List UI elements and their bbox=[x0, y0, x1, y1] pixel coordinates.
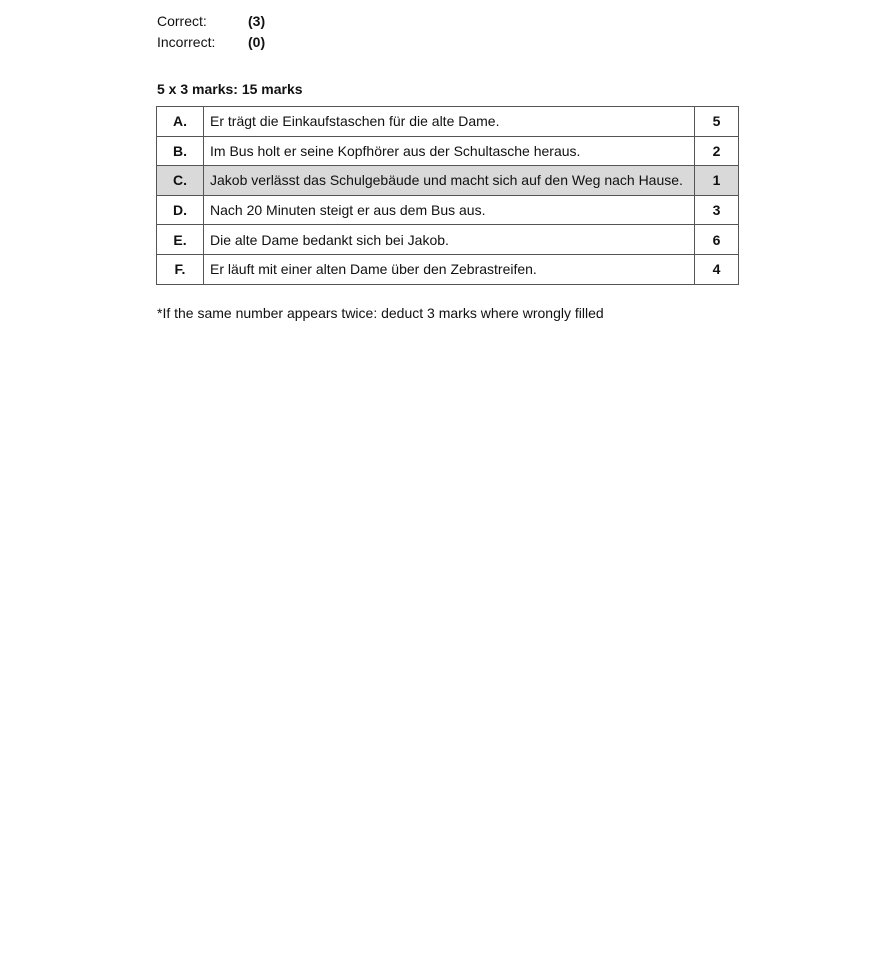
row-sentence: Im Bus holt er seine Kopfhörer aus der Schultasche heraus. bbox=[204, 136, 695, 166]
marks-heading: 5 x 3 marks: 15 marks bbox=[157, 81, 303, 97]
table-row bbox=[157, 166, 739, 196]
footnote: *If the same number appears twice: deduct 3 marks where wrongly filled bbox=[157, 305, 604, 321]
table-row bbox=[157, 225, 739, 255]
row-letter: D. bbox=[157, 195, 204, 225]
row-letter: F. bbox=[157, 254, 204, 284]
correct-row bbox=[157, 10, 265, 31]
row-sentence: Nach 20 Minuten steigt er aus dem Bus aus. bbox=[204, 195, 695, 225]
row-number: 2 bbox=[695, 136, 739, 166]
row-letter: B. bbox=[157, 136, 204, 166]
scoring-legend bbox=[157, 10, 265, 52]
row-number: 5 bbox=[695, 107, 739, 137]
table-row bbox=[157, 136, 739, 166]
row-letter: A. bbox=[157, 107, 204, 137]
table-row bbox=[157, 107, 739, 137]
incorrect-row bbox=[157, 31, 265, 52]
table-row bbox=[157, 195, 739, 225]
correct-value: (3) bbox=[248, 12, 266, 29]
row-sentence: Jakob verlässt das Schulgebäude und macht sich auf den Weg nach Hause. bbox=[204, 166, 695, 196]
row-letter: E. bbox=[157, 225, 204, 255]
incorrect-value: (0) bbox=[248, 33, 266, 50]
row-sentence: Die alte Dame bedankt sich bei Jakob. bbox=[204, 225, 695, 255]
row-number: 1 bbox=[695, 166, 739, 196]
correct-label: Correct: bbox=[157, 12, 207, 29]
table-row bbox=[157, 254, 739, 284]
row-sentence: Er trägt die Einkaufstaschen für die alte Dame. bbox=[204, 107, 695, 137]
incorrect-label: Incorrect: bbox=[157, 33, 216, 50]
row-sentence: Er läuft mit einer alten Dame über den Zebrastreifen. bbox=[204, 254, 695, 284]
row-number: 4 bbox=[695, 254, 739, 284]
row-number: 3 bbox=[695, 195, 739, 225]
row-number: 6 bbox=[695, 225, 739, 255]
answer-table bbox=[156, 106, 739, 285]
row-letter: C. bbox=[157, 166, 204, 196]
